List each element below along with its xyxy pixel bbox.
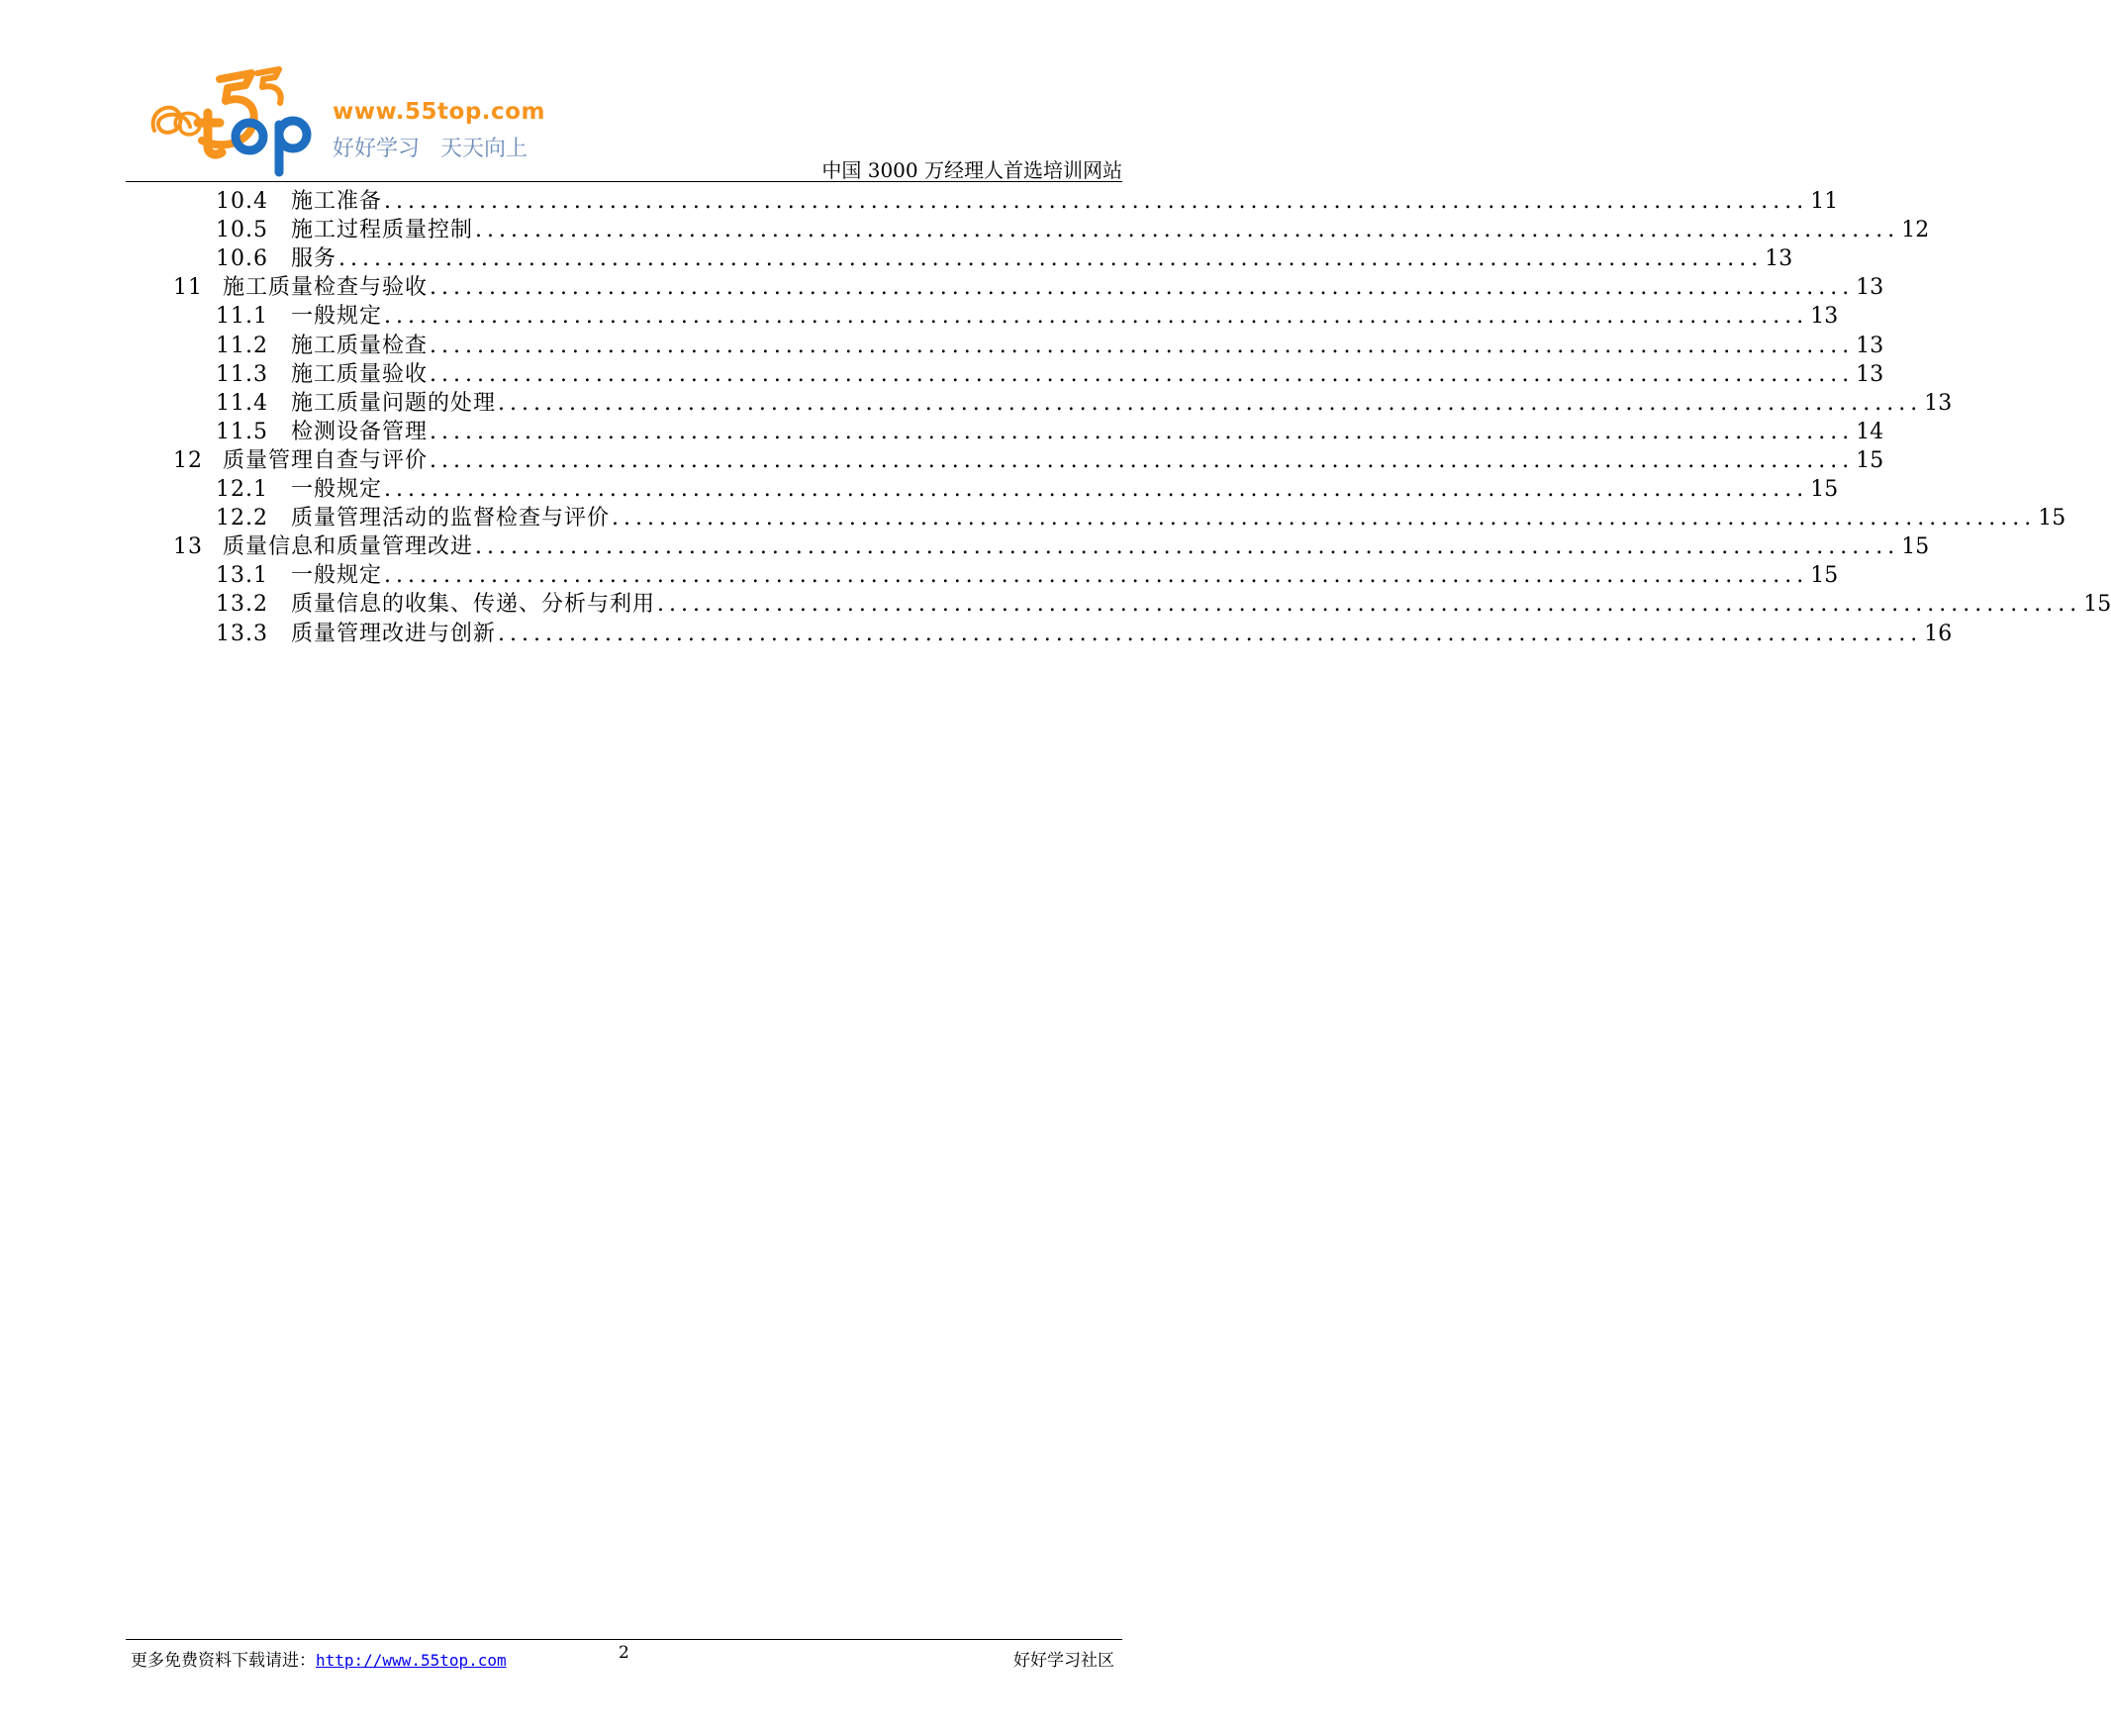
toc-entry-title: 一般规定 bbox=[291, 563, 383, 589]
toc-entry-title: 质量信息和质量管理改进 bbox=[223, 534, 474, 560]
toc-entry-title: 施工质量检查 bbox=[291, 333, 429, 358]
toc-entry-title: 施工准备 bbox=[291, 189, 383, 214]
toc-entry[interactable] bbox=[173, 531, 1930, 564]
toc-entry-title: 质量管理活动的监督检查与评价 bbox=[291, 506, 611, 531]
toc-entry-page: 15 bbox=[2038, 506, 2066, 531]
toc-entry[interactable] bbox=[216, 243, 1793, 276]
toc-entry-number: 11.3 bbox=[216, 361, 268, 387]
toc-entry-title: 一般规定 bbox=[291, 477, 383, 502]
toc-entry[interactable] bbox=[216, 359, 1884, 392]
toc-entry-title: 检测设备管理 bbox=[291, 419, 429, 444]
toc-entry-number: 13.3 bbox=[216, 621, 268, 646]
toc-entry-page: 13 bbox=[1924, 390, 1953, 416]
toc-entry-title: 施工质量验收 bbox=[291, 361, 429, 387]
toc-entry-number: 10.5 bbox=[216, 218, 268, 243]
logo-55top-icon bbox=[146, 69, 335, 178]
toc-entry-page: 13 bbox=[1856, 333, 1884, 358]
toc-dot-leader: ........................................................................................................................ bbox=[338, 246, 1764, 272]
toc-dot-leader: ........................................................................................................................ bbox=[384, 189, 1809, 214]
header-tagline: 中国 3000 万经理人首选培训网站 bbox=[821, 158, 1122, 182]
toc-entry-number: 11.1 bbox=[216, 304, 268, 330]
toc-entry-number: 10.6 bbox=[216, 246, 268, 272]
toc-entry[interactable] bbox=[216, 503, 2066, 535]
toc-entry-page: 16 bbox=[1924, 621, 1953, 646]
toc-entry[interactable] bbox=[216, 388, 1953, 421]
toc-dot-leader: ........................................................................................................................ bbox=[384, 477, 1809, 502]
toc-entry-number: 10.4 bbox=[216, 189, 268, 214]
logo-slogan-text: 好好学习 天天向上 bbox=[333, 137, 528, 161]
toc-entry-page: 13 bbox=[1856, 361, 1884, 387]
toc-entry-page: 14 bbox=[1856, 419, 1884, 444]
toc-dot-leader: ........................................................................................................................ bbox=[384, 563, 1809, 589]
toc-entry[interactable] bbox=[173, 445, 1884, 478]
toc-entry-page: 13 bbox=[1856, 275, 1884, 301]
toc-entry[interactable] bbox=[216, 474, 1839, 507]
toc-entry[interactable] bbox=[216, 331, 1884, 363]
toc-dot-leader: ........................................................................................................................ bbox=[498, 621, 1923, 646]
footer-download-label: 更多免费资料下载请进： bbox=[131, 1651, 316, 1671]
toc-entry-number: 12 bbox=[173, 447, 203, 473]
toc-entry-title: 一般规定 bbox=[291, 304, 383, 330]
toc-dot-leader: ........................................................................................................................ bbox=[430, 333, 1855, 358]
toc-entry-number: 13 bbox=[173, 534, 203, 560]
page-header bbox=[0, 0, 1228, 188]
toc-entry-title: 质量管理改进与创新 bbox=[291, 621, 497, 646]
header-divider bbox=[126, 181, 1122, 182]
toc-entry-page: 11 bbox=[1810, 189, 1839, 214]
toc-entry-title: 施工质量检查与验收 bbox=[223, 275, 429, 301]
toc-dot-leader: ........................................................................................................................ bbox=[430, 419, 1855, 444]
toc-entry-number: 13.2 bbox=[216, 592, 268, 618]
toc-entry-title: 施工质量问题的处理 bbox=[291, 390, 497, 416]
footer-divider bbox=[126, 1639, 1122, 1640]
toc-entry[interactable] bbox=[216, 417, 1884, 449]
toc-dot-leader: ........................................................................................................................ bbox=[475, 534, 1900, 560]
site-logo[interactable] bbox=[146, 69, 562, 178]
toc-entry-page: 15 bbox=[1901, 534, 1930, 560]
toc-entry-number: 13.1 bbox=[216, 563, 268, 589]
footer-download-note bbox=[131, 1646, 507, 1671]
toc-entry-title: 施工过程质量控制 bbox=[291, 218, 474, 243]
toc-entry-title: 质量管理自查与评价 bbox=[223, 447, 429, 473]
toc-entry[interactable] bbox=[216, 589, 2111, 622]
toc-entry-number: 12.1 bbox=[216, 477, 268, 502]
toc-entry-number: 11 bbox=[173, 275, 203, 301]
toc-entry-page: 15 bbox=[1810, 563, 1839, 589]
toc-entry[interactable] bbox=[216, 619, 1953, 651]
toc-entry[interactable] bbox=[216, 215, 1930, 247]
logo-url-text: www.55top.com bbox=[333, 99, 545, 125]
toc-entry-number: 11.2 bbox=[216, 333, 268, 358]
toc-dot-leader: ........................................................................................................................ bbox=[657, 592, 2082, 618]
toc-entry-page: 15 bbox=[2083, 592, 2111, 618]
toc-entry-page: 15 bbox=[1810, 477, 1839, 502]
toc-dot-leader: ........................................................................................................................ bbox=[498, 390, 1923, 416]
toc-entry[interactable] bbox=[216, 301, 1839, 334]
page-number: 2 bbox=[619, 1643, 629, 1663]
toc-dot-leader: ........................................................................................................................ bbox=[384, 304, 1809, 330]
toc-entry-title: 服务 bbox=[291, 246, 337, 272]
footer-download-link[interactable]: http://www.55top.com bbox=[316, 1651, 507, 1670]
toc-dot-leader: ........................................................................................................................ bbox=[430, 275, 1855, 301]
toc-entry-page: 13 bbox=[1810, 304, 1839, 330]
toc-entry-number: 12.2 bbox=[216, 506, 268, 531]
toc-entry-number: 11.4 bbox=[216, 390, 268, 416]
footer-community-label: 好好学习社区 bbox=[1013, 1651, 1114, 1671]
toc-dot-leader: ........................................................................................................................ bbox=[430, 447, 1855, 473]
toc-entry-page: 12 bbox=[1901, 218, 1930, 243]
toc-entry[interactable] bbox=[173, 272, 1884, 305]
toc-dot-leader: ........................................................................................................................ bbox=[430, 361, 1855, 387]
toc-entry[interactable] bbox=[216, 186, 1839, 219]
toc-dot-leader: ........................................................................................................................ bbox=[612, 506, 2037, 531]
toc-entry[interactable] bbox=[216, 560, 1839, 593]
toc-entry-page: 13 bbox=[1765, 246, 1793, 272]
toc-entry-number: 11.5 bbox=[216, 419, 268, 444]
toc-entry-page: 15 bbox=[1856, 447, 1884, 473]
toc-entry-title: 质量信息的收集、传递、分析与利用 bbox=[291, 592, 656, 618]
toc-dot-leader: ........................................................................................................................ bbox=[475, 218, 1900, 243]
